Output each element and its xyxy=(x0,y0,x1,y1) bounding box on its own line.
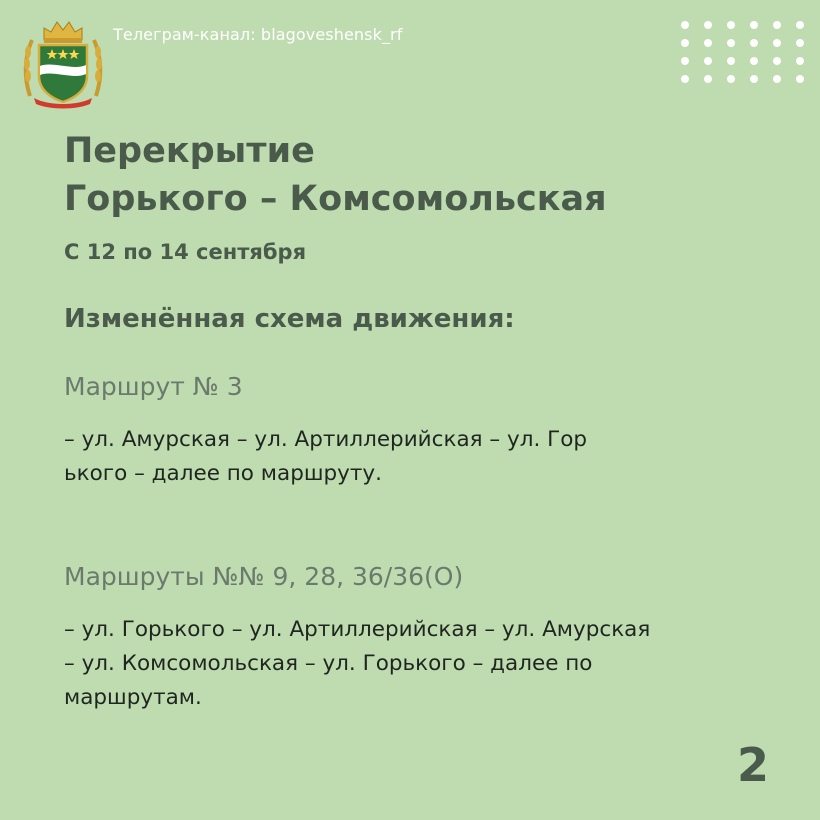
route-3-line-2: ького – далее по маршруту. xyxy=(64,461,382,486)
closure-dates: С 12 по 14 сентября xyxy=(64,240,307,264)
route-3-line-1: – ул. Амурская – ул. Артиллерийская – ул. Гор xyxy=(64,427,588,452)
routes-9-28-36-line-3: маршрутам. xyxy=(64,685,202,710)
scheme-heading: Изменённая схема движения: xyxy=(64,304,515,334)
city-coat-of-arms-icon xyxy=(20,18,106,110)
title-line-2: Горького – Комсомольская xyxy=(64,179,607,219)
telegram-channel-label: Телеграм-канал: blagoveshensk_rf xyxy=(113,25,403,44)
routes-9-28-36-line-1: – ул. Горького – ул. Артиллерийская – ул. Амурская xyxy=(64,617,651,642)
page-number: 2 xyxy=(737,738,770,792)
title-line-1: Перекрытие xyxy=(64,131,315,171)
page-title xyxy=(64,127,607,223)
dot-grid-icon xyxy=(681,21,804,83)
routes-9-28-36-description xyxy=(64,613,794,715)
route-3-title: Маршрут № 3 xyxy=(64,372,243,401)
routes-9-28-36-line-2: – ул. Комсомольская – ул. Горького – далее по xyxy=(64,651,593,676)
route-3-description xyxy=(64,423,794,491)
routes-9-28-36-title: Маршруты №№ 9, 28, 36/36(О) xyxy=(64,562,464,591)
